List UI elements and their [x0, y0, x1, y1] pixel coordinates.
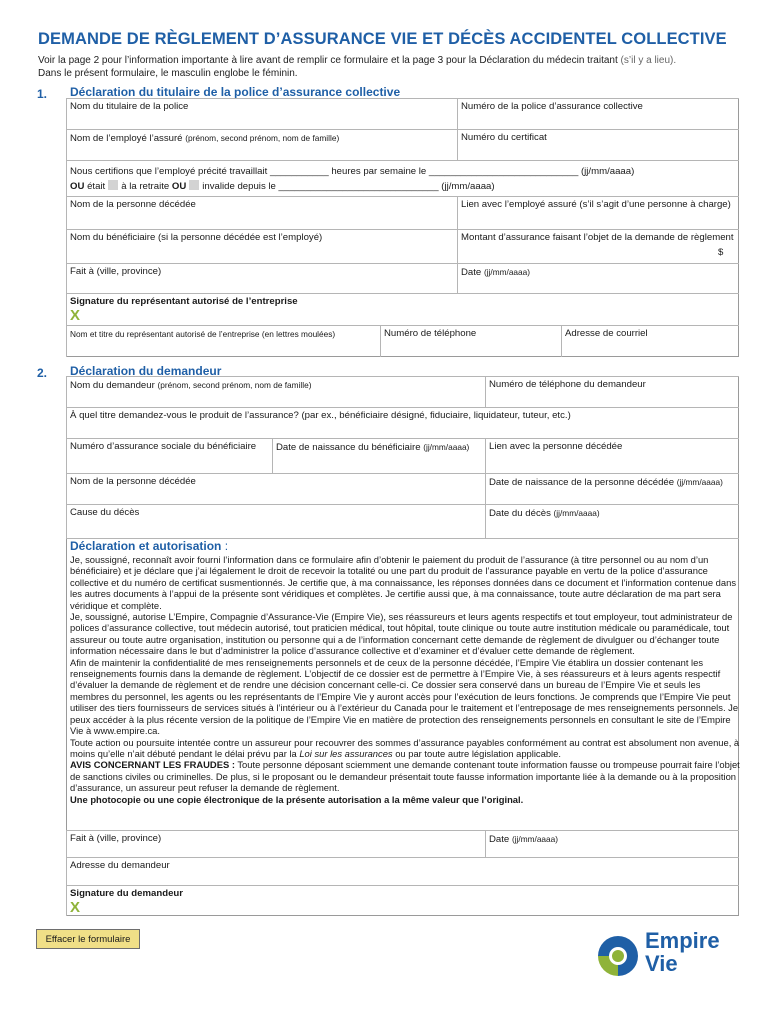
declaration-text: [70, 554, 740, 805]
rep-name-field[interactable]: Nom et titre du représentant autorisé de l’entreprise (en lettres moulées): [66, 325, 380, 357]
signature-x-mark: X: [70, 307, 81, 324]
intro-line1-note: (s’il y a lieu).: [620, 55, 677, 66]
cause-field[interactable]: Cause du décès: [66, 504, 485, 538]
deceased-name-field[interactable]: Nom de la personne décédée: [66, 196, 457, 229]
declaration-p1: Je, soussigné, reconnaît avoir fourni l’information dans ce formulaire afin d’obtenir le paiement du produit de l’assurance (à titre personnel ou au nom d’un bénéficiaire) et je déclare que j’ai légalement le droit de recevoir la totalité ou une part du produit de l’assurance payable en vertu de la police d’assurance collective et du numéro de certificat susmentionnés. Je certifie que, à ma connaissance, les réponses données dans ce document et l’information contenue dans les autres documents à l’appui de la présente sont véridiques et complètes. Je certifie aussi que, à ma connaissance, toute autre déclaration de ma part sera véridique et complète.: [70, 554, 737, 611]
status-line: OU était à la retraite OU invalide depuis le ______________________________ (jj/mm/aaaa): [70, 181, 495, 192]
logo-text-line2: Vie: [645, 951, 678, 976]
relation-deceased-field[interactable]: Lien avec la personne décédée: [485, 438, 739, 473]
intro-line2: Dans le présent formulaire, le masculin englobe le féminin.: [38, 68, 298, 79]
policy-number-field[interactable]: Numéro de la police d’assurance collective: [457, 98, 739, 129]
claimant-signature-x-mark: X: [70, 899, 81, 916]
employee-name-field[interactable]: Nom de l’employé l’assuré (prénom, second prénom, nom de famille): [66, 129, 457, 160]
claimant-signature-field[interactable]: Signature du demandeur: [66, 885, 739, 916]
certificate-number-field[interactable]: Numéro du certificat: [457, 129, 739, 160]
retired-checkbox[interactable]: [108, 180, 118, 190]
rep-email-field[interactable]: Adresse de courriel: [561, 325, 739, 357]
declaration-heading: Déclaration et autorisation :: [70, 539, 229, 553]
sin-field[interactable]: Numéro d’assurance sociale du bénéficiaire: [66, 438, 272, 473]
section2-deceased-name-field[interactable]: Nom de la personne décédée: [66, 473, 485, 504]
claimant-phone-field[interactable]: Numéro de téléphone du demandeur: [485, 376, 739, 407]
copy-note: Une photocopie ou une copie électronique de la présente autorisation a la même valeur que l’original.: [70, 793, 524, 805]
claimant-address-field[interactable]: Adresse du demandeur: [66, 857, 739, 885]
claimant-date-field[interactable]: Date (jj/mm/aaaa): [485, 830, 739, 857]
beneficiary-dob-field[interactable]: Date de naissance du bénéficiaire (jj/mm/aaaa): [272, 438, 485, 473]
rep-phone-field[interactable]: Numéro de téléphone: [380, 325, 561, 357]
dollar-sign: $: [718, 247, 724, 258]
claimant-place-field[interactable]: Fait à (ville, province): [66, 830, 485, 857]
intro-text: [38, 54, 676, 80]
section1-heading: Déclaration du titulaire de la police d’assurance collective: [70, 85, 401, 99]
declaration-p4: Toute action ou poursuite intentée contre un assureur pour recouvrer des sommes d’assurance payables conformément au contrat est absolument non avenue, à moins qu’elle n’ait débuté pendant le délai prévu par la Loi sur les assurances ou par toute autre législation applicable.: [70, 736, 740, 759]
fraud-notice: AVIS CONCERNANT LES FRAUDES : Toute personne déposant sciemment une demande contenant toute information fausse ou trompeuse pourrait faire l’objet de sanctions civiles ou criminelles. De plus, si le proposant ou le demandeur présentait toute fausse information importante liée à la demande ou à la proposition d’assurance, un assureur peut refuser la demande de règlement.: [70, 759, 740, 794]
empire-vie-logo-icon: [597, 935, 639, 977]
section2-number: 2.: [37, 366, 48, 380]
certify-text: Nous certifions que l’employé précité travaillait ___________ heures par semaine le ____________________________ (jj/mm/aaaa): [70, 166, 635, 177]
amount-field[interactable]: Montant d’assurance faisant l’objet de la demande de règlement: [457, 229, 739, 263]
death-date-field[interactable]: Date du décès (jj/mm/aaaa): [485, 504, 739, 538]
section2-heading: Déclaration du demandeur: [70, 364, 222, 378]
declaration-p3: Afin de maintenir la confidentialité de mes renseignements personnels et de ceux de la personne décédée, l’Empire Vie établira un dossier contenant les renseignements fournis dans la demande de règlement. L’objectif de ce dossier est de permettre à l’Empire Vie, à ses réassureurs et à leurs agents respectif d’évaluer la demande de règlement et de rendre une décision concernant celle-ci. Ce dossier sera conservé dans un bureau de l’Empire Vie et seuls les membres du personnel, les agents ou les représentants de l’Empire Vie y auront accès pour l’exécution de leurs fonctions. Je comprends que l’Empire Vie peut utiliser des tiers fournisseurs de services situés à l’intérieur ou à l’extérieur du Canada pour le traitement et l’entreposage de mes renseignements personnels. Je peux accéder à la plus récente version de la politique de l’Empire Vie en matière de protection des renseignements personnels en consultant le site de l’Empire Vie à www.empire.ca.: [70, 656, 739, 737]
intro-line1: Voir la page 2 pour l’information importante à lire avant de remplir ce formulaire et la page 3 pour la Déclaration du médecin traitant: [38, 55, 618, 66]
policyholder-name-field[interactable]: Nom du titulaire de la police: [66, 98, 457, 129]
clear-form-button[interactable]: Effacer le formulaire: [36, 929, 140, 949]
declaration-p2: Je, soussigné, autorise L’Empire, Compagnie d’Assurance-Vie (Empire Vie), ses réassureurs et leurs agents respectifs et tout employeur, tout administrateur de polices d’assurance collective, tout médecin autorisé, tout praticien médical, tout hôpital, toute clinique ou toute autre institution médicale ou paramédicale, tout assureur ou toute autre organisation, institution ou personne qui a de l’information concernant cette demande de règlement de divulguer ou d’échanger toute information nécessaire dans le but d’administrer la police d’assurance collective et d’examiner et d’évaluer cette demande de règlement.: [70, 611, 733, 657]
deceased-dob-field[interactable]: Date de naissance de la personne décédée (jj/mm/aaaa): [485, 473, 739, 504]
claimant-name-field[interactable]: Nom du demandeur (prénom, second prénom, nom de famille): [66, 376, 485, 407]
capacity-field[interactable]: À quel titre demandez-vous le produit de l’assurance? (par ex., bénéficiaire désigné, fiduciaire, liquidateur, tuteur, etc.): [66, 407, 739, 438]
date-field[interactable]: Date (jj/mm/aaaa): [457, 263, 739, 293]
logo-text-line1: Empire: [645, 928, 720, 953]
beneficiary-name-field[interactable]: Nom du bénéficiaire (si la personne décédée est l’employé): [66, 229, 457, 263]
rep-signature-field[interactable]: Signature du représentant autorisé de l’entreprise: [66, 293, 739, 325]
place-field[interactable]: Fait à (ville, province): [66, 263, 457, 293]
disabled-checkbox[interactable]: [189, 180, 199, 190]
relation-field[interactable]: Lien avec l’employé assuré (s’il s’agit d’une personne à charge): [457, 196, 739, 229]
form-title: DEMANDE DE RÈGLEMENT D’ASSURANCE VIE ET DÉCÈS ACCIDENTEL COLLECTIVE: [38, 30, 727, 48]
section1-number: 1.: [37, 87, 48, 101]
